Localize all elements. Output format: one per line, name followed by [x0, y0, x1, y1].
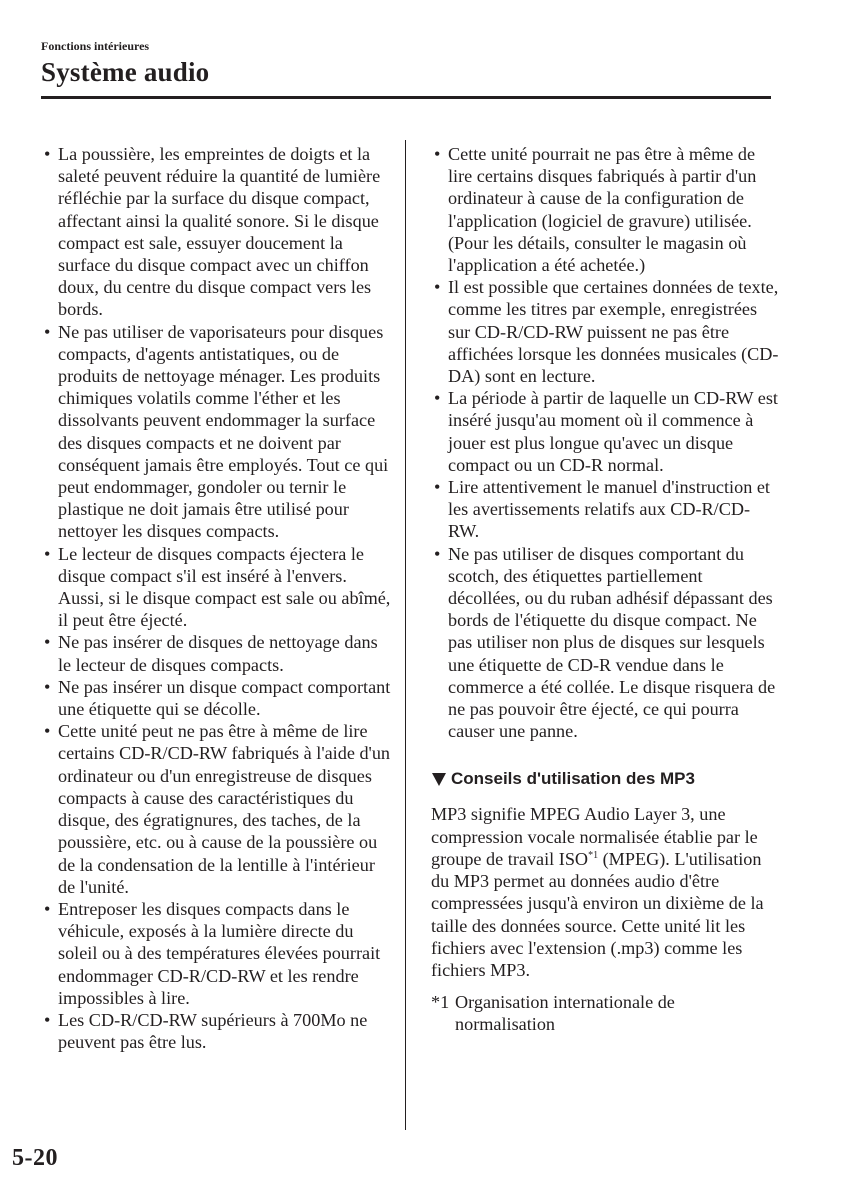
paragraph-text-part2: (MPEG). L'utilisation du MP3 permet au données audio d'être compressées jusqu'à environ un dixième de la taille des données source. Cette unité lit les fichiers avec l'extension (.mp3) comme les fichiers MP3.	[431, 848, 764, 980]
mp3-paragraph	[431, 803, 779, 981]
list-item	[44, 898, 394, 1009]
list-item-text: Ne pas insérer de disques de nettoyage dans le lecteur de disques compacts.	[58, 632, 378, 675]
list-item-text: Il est possible que certaines données de texte, comme les titres par exemple, enregistrées sur CD-R/CD-RW puissent ne pas être affichées lorsque les données musicales (CD-DA) sont en lecture.	[448, 277, 779, 387]
list-item-text: Entreposer les disques compacts dans le véhicule, exposés à la lumière directe du soleil ou à des températures élevées pourrait endommager CD-R/CD-RW et les rendre impossibles à lire.	[58, 898, 381, 1008]
section-label: Fonctions intérieures	[41, 39, 150, 53]
paragraph-text-part1: MP3 signifie MPEG Audio Layer 3, une compression vocale normalisée établie par le groupe de travail ISO	[431, 804, 758, 869]
list-item	[44, 543, 394, 632]
bullet-icon: •	[44, 321, 51, 342]
bullet-icon: •	[44, 632, 51, 653]
bullet-icon: •	[44, 898, 51, 919]
page-title: Système audio	[41, 57, 210, 87]
list-item-text: Cette unité pourrait ne pas être à même de lire certains disques fabriqués à partir d'un ordinateur à cause de la configuration de l'application (logiciel de gravure) utilisée. (Pour les détails, consulter le magasin où l'application a été achetée.)	[448, 144, 757, 276]
page-header	[41, 38, 771, 87]
bullet-icon: •	[44, 721, 51, 742]
list-item-text: Les CD-R/CD-RW supérieurs à 700Mo ne peuvent pas être lus.	[58, 1009, 368, 1053]
list-item	[44, 631, 394, 675]
list-item-text: Ne pas insérer un disque compact comportant une étiquette qui se décolle.	[58, 676, 391, 720]
column-divider	[405, 140, 406, 1130]
list-item	[44, 143, 394, 321]
left-column	[44, 143, 394, 1053]
list-item	[434, 387, 779, 476]
bullet-icon: •	[434, 543, 441, 564]
mp3-subheading	[434, 767, 779, 791]
list-item-text: La poussière, les empreintes de doigts et la saleté peuvent réduire la quantité de lumière réfléchie par la surface du disque compact, affectant ainsi la qualité sonore. Si le disque compact est sale, essuyer doucement la surface du disque compact avec un chiffon doux, du centre du disque compact vers les bords.	[58, 144, 381, 320]
list-item	[434, 276, 779, 387]
bullet-icon: •	[434, 277, 441, 298]
bullet-icon: •	[44, 676, 51, 697]
list-item-text: Le lecteur de disques compacts éjectera le disque compact s'il est inséré à l'envers. Aussi, si le disque compact est sale ou abîmé, il peut être éjecté.	[58, 543, 391, 631]
right-bullet-list	[434, 143, 779, 742]
bullet-icon: •	[44, 1009, 51, 1030]
footnote-reference: *1	[588, 849, 599, 861]
header-rule	[41, 96, 771, 99]
left-bullet-list	[44, 143, 394, 1053]
footnote-text: Organisation internationale de normalisation	[455, 992, 675, 1035]
page-number: 5-20	[12, 1145, 58, 1171]
subheading-text: Conseils d'utilisation des MP3	[451, 769, 695, 789]
footnote	[431, 991, 779, 1035]
list-item	[44, 676, 394, 720]
list-item	[44, 1009, 394, 1053]
triangle-down-icon	[432, 773, 446, 786]
bullet-icon: •	[434, 388, 441, 409]
right-column	[431, 143, 779, 1036]
bullet-icon: •	[44, 144, 51, 164]
list-item	[44, 321, 394, 543]
list-item-text: Ne pas utiliser de vaporisateurs pour disques compacts, d'agents antistatiques, ou de produits de nettoyage ménager. Les produits chimiques volatils comme l'éther et les dissolvants peuvent endommager la surface des disques compacts et ne doivent par conséquent jamais être employés. Tout ce qui peut endommager, gondoler ou ternir le plastique ne doit jamais être utilisé pour nettoyer les disques compacts.	[58, 321, 389, 542]
list-item	[434, 543, 779, 743]
list-item-text: La période à partir de laquelle un CD-RW est inséré jusqu'au moment où il commence à jouer est plus longue qu'avec un disque compact ou un CD-R normal.	[448, 388, 778, 475]
bullet-icon: •	[434, 144, 441, 164]
bullet-icon: •	[44, 543, 51, 564]
list-item	[434, 476, 779, 543]
bullet-icon: •	[434, 477, 441, 498]
list-item-text: Cette unité peut ne pas être à même de lire certains CD-R/CD-RW fabriqués à l'aide d'un ordinateur ou d'un enregistreuse de disques compacts à cause des caractéristiques du disque, des égratignures, des taches, de la poussière, etc. ou à cause de la poussière ou de la condensation de la lentille à l'intérieur de l'unité.	[58, 721, 391, 897]
list-item-text: Lire attentivement le manuel d'instruction et les avertissements relatifs aux CD-R/CD-RW.	[448, 477, 770, 542]
list-item	[434, 143, 779, 276]
list-item-text: Ne pas utiliser de disques comportant du scotch, des étiquettes partiellement décollées, ou du ruban adhésif dépassant des bords de l'étiquette du disque compact. Ne pas utiliser non plus de disques sur lesquels une étiquette de CD-R vendue dans le commerce a été collée. Le disque risquera de ne pas pouvoir être éjecté, ce qui pourra causer une panne.	[448, 543, 776, 742]
list-item	[44, 720, 394, 898]
footnote-mark: *1	[431, 992, 450, 1013]
